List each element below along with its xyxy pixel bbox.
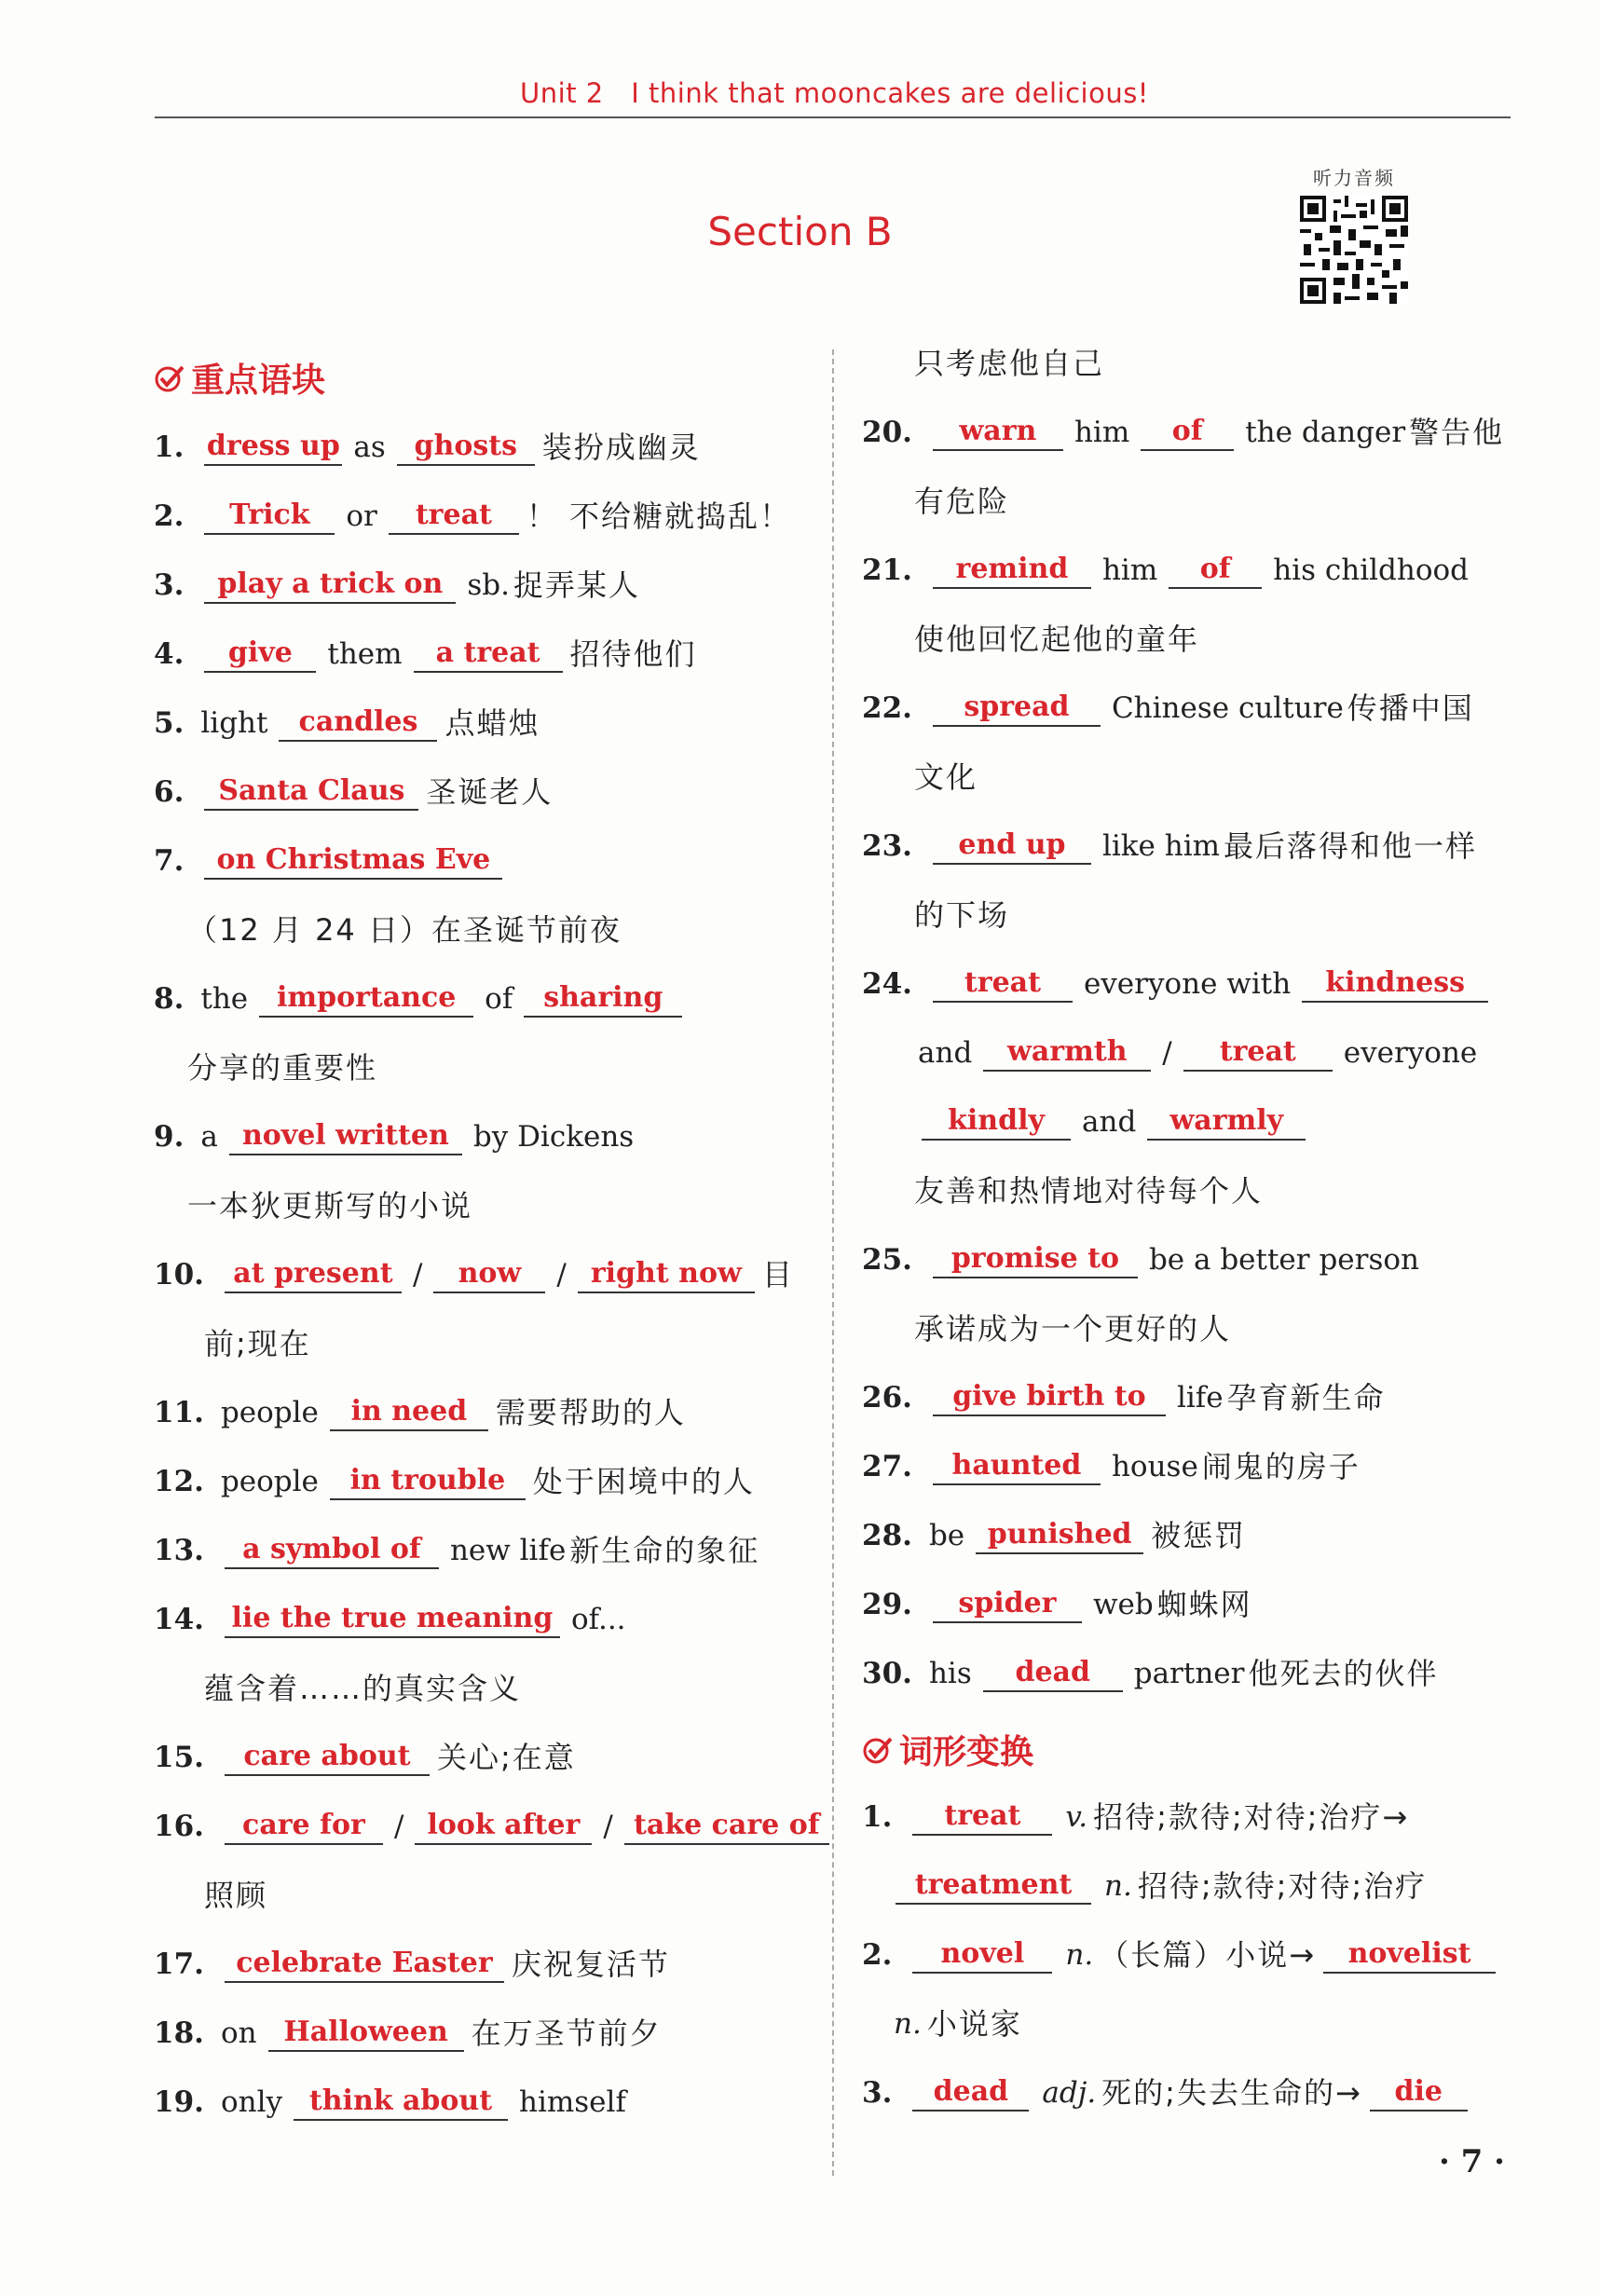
answer-blank: at present — [225, 1256, 402, 1293]
phrase-item-4: 4. give them a treat 招待他们 — [154, 636, 697, 672]
answer-blank: treat — [389, 498, 519, 535]
section-heading-key-phrases — [154, 354, 325, 402]
phrase-item-14: 14. lie the true meaning of... — [154, 1602, 626, 1636]
answer-blank: haunted — [933, 1448, 1101, 1485]
phrase-item-22: 22. spread Chinese culture 传播中国 — [862, 690, 1474, 726]
word-form-item-3: 3. dead adj. 死的;失去生命的→ die — [862, 2074, 1475, 2112]
answer-blank: play a trick on — [204, 567, 456, 604]
answer-blank: take care of — [624, 1808, 829, 1845]
answer-blank: Santa Claus — [204, 773, 418, 811]
phrase-item-3: 3. play a trick on sb. 捉弄某人 — [154, 567, 640, 603]
answer-blank: treat — [912, 1798, 1052, 1836]
answer-blank: warmth — [983, 1034, 1151, 1072]
answer-blank: right now — [578, 1256, 755, 1293]
phrase-item-24-translation: 友善和热情地对待每个人 — [914, 1173, 1264, 1209]
phrase-item-16: 16. care for / look after / take care of — [154, 1808, 837, 1845]
answer-blank: spread — [933, 690, 1101, 727]
answer-blank: warmly — [1147, 1103, 1306, 1141]
phrase-item-29: 29. spider web 蜘蛛网 — [862, 1587, 1252, 1622]
phrase-item-21: 21. remind him of his childhood — [862, 553, 1469, 587]
phrase-item-20: 20. warn him of the danger 警告他 — [862, 415, 1505, 450]
phrase-item-8: 8. the importance of sharing — [154, 980, 690, 1018]
phrase-item-23: 23. end up like him 最后落得和他一样 — [862, 828, 1478, 864]
phrase-item-24-line2: and warmth / treat everyone — [918, 1035, 1478, 1070]
answer-blank: novelist — [1323, 1936, 1496, 1974]
check-icon — [154, 362, 185, 394]
phrase-item-9: 9. a novel written by Dickens — [154, 1119, 635, 1154]
answer-blank: of — [1141, 414, 1234, 451]
answer-blank: remind — [933, 552, 1091, 589]
word-form-item-2: 2. novel n. （长篇）小说→ novelist — [862, 1936, 1503, 1974]
check-icon — [862, 1734, 894, 1766]
answer-blank: care about — [225, 1739, 430, 1776]
header-rule — [155, 116, 1511, 118]
answer-blank: of — [1169, 552, 1262, 589]
answer-blank: care for — [225, 1808, 383, 1845]
phrase-item-27: 27. haunted house 闹鬼的房子 — [862, 1449, 1361, 1484]
answer-blank: warn — [933, 414, 1063, 451]
answer-blank: candles — [279, 704, 437, 742]
phrase-item-13: 13. a symbol of new life 新生命的象征 — [154, 1533, 760, 1568]
phrase-item-23-translation: 的下场 — [914, 897, 1010, 933]
column-divider — [832, 349, 834, 2176]
phrase-item-24: 24. treat everyone with kindness — [862, 965, 1496, 1003]
answer-blank: importance — [259, 980, 473, 1018]
phrase-item-25-translation: 承诺成为一个更好的人 — [914, 1311, 1232, 1346]
phrase-item-2: 2. Trick or treat ！ 不给糖就捣乱！ — [154, 499, 792, 534]
phrase-item-10: 10. at present / now / right now 目 — [154, 1257, 794, 1292]
qr-block — [1300, 163, 1408, 304]
answer-blank: a treat — [414, 636, 563, 673]
phrase-item-14-translation: 蕴含着……的真实含义 — [204, 1671, 522, 1706]
phrase-item-26: 26. give birth to life 孕育新生命 — [862, 1380, 1386, 1415]
answer-blank: think about — [294, 2084, 508, 2121]
answer-blank: on Christmas Eve — [204, 842, 502, 880]
phrase-item-15: 15. care about 关心;在意 — [154, 1740, 576, 1775]
running-header: Unit 2 I think that mooncakes are delicious! — [520, 77, 1149, 109]
page-number: · 7 · — [1438, 2143, 1505, 2180]
answer-blank: dress up — [204, 429, 342, 466]
section-heading-word-forms — [862, 1726, 1033, 1773]
answer-blank: treat — [933, 965, 1073, 1003]
phrase-item-10-translation: 前;现在 — [204, 1326, 311, 1361]
answer-blank: promise to — [933, 1241, 1138, 1278]
word-form-item-1: 1. treat v. 招待;款待;对待;治疗→ — [862, 1799, 1410, 1835]
phrase-item-19-translation: 只考虑他自己 — [914, 346, 1105, 381]
answer-blank: novel — [912, 1936, 1052, 1974]
answer-blank: a symbol of — [225, 1532, 439, 1569]
qr-caption: 听力音频 — [1313, 167, 1395, 189]
answer-blank: dead — [983, 1655, 1123, 1692]
answer-blank: kindly — [922, 1103, 1071, 1141]
answer-blank: look after — [415, 1808, 592, 1845]
phrase-item-30: 30. his dead partner 他死去的伙伴 — [862, 1656, 1439, 1691]
phrase-item-18: 18. on Halloween 在万圣节前夕 — [154, 2016, 662, 2051]
phrase-item-6: 6. Santa Claus 圣诞老人 — [154, 774, 554, 810]
phrase-item-28: 28. be punished 被惩罚 — [862, 1518, 1247, 1553]
section-heading-text: 重点语块 — [191, 362, 326, 400]
phrase-item-8-translation: 分享的重要性 — [187, 1050, 378, 1086]
phrase-item-1: 1. dress up as ghosts 装扮成幽灵 — [154, 430, 701, 465]
answer-blank: now — [433, 1256, 545, 1293]
phrase-item-21-translation: 使他回忆起他的童年 — [914, 622, 1200, 657]
phrase-item-20-translation: 有危险 — [914, 484, 1010, 519]
phrase-item-7: 7. on Christmas Eve — [154, 842, 510, 880]
phrase-item-24-line3: kindly and warmly — [914, 1103, 1313, 1141]
answer-blank: ghosts — [397, 429, 535, 466]
answer-blank: die — [1370, 2074, 1468, 2112]
phrase-item-12: 12. people in trouble 处于困境中的人 — [154, 1464, 755, 1499]
answer-blank: spider — [933, 1586, 1082, 1623]
phrase-item-16-translation: 照顾 — [204, 1878, 268, 1913]
answer-blank: punished — [976, 1517, 1143, 1554]
answer-blank: kindness — [1302, 965, 1488, 1003]
phrase-item-22-translation: 文化 — [914, 759, 978, 795]
answer-blank: in trouble — [330, 1463, 526, 1500]
answer-blank: sharing — [524, 980, 682, 1018]
qr-code-icon[interactable] — [1300, 196, 1408, 304]
answer-blank: treat — [1183, 1034, 1333, 1072]
phrase-item-11: 11. people in need 需要帮助的人 — [154, 1395, 686, 1430]
section-heading-text: 词形变换 — [899, 1733, 1034, 1771]
answer-blank: Trick — [204, 498, 335, 535]
phrase-item-9-translation: 一本狄更斯写的小说 — [187, 1188, 473, 1223]
section-title: Section B — [707, 209, 893, 254]
phrase-item-7-translation: （12 月 24 日）在圣诞节前夜 — [187, 912, 622, 948]
answer-blank: end up — [933, 827, 1091, 865]
answer-blank: dead — [912, 2074, 1029, 2112]
answer-blank: treatment — [896, 1867, 1091, 1905]
answer-blank: in need — [330, 1394, 488, 1431]
answer-blank: Halloween — [268, 2015, 464, 2052]
phrase-item-25: 25. promise to be a better person — [862, 1242, 1419, 1277]
answer-blank: give — [204, 636, 316, 673]
phrase-item-5: 5. light candles 点蜡烛 — [154, 705, 540, 741]
phrase-item-19: 19. only think about himself — [154, 2084, 626, 2119]
phrase-item-17: 17. celebrate Easter 庆祝复活节 — [154, 1947, 670, 1982]
word-form-item-2-line2: n. 小说家 — [894, 2006, 1022, 2042]
answer-blank: novel written — [229, 1118, 462, 1155]
answer-blank: celebrate Easter — [225, 1946, 504, 1983]
word-form-item-1-line2: treatment n. 招待;款待;对待;治疗 — [888, 1867, 1427, 1905]
answer-blank: lie the true meaning — [225, 1601, 560, 1638]
answer-blank: give birth to — [933, 1379, 1166, 1416]
